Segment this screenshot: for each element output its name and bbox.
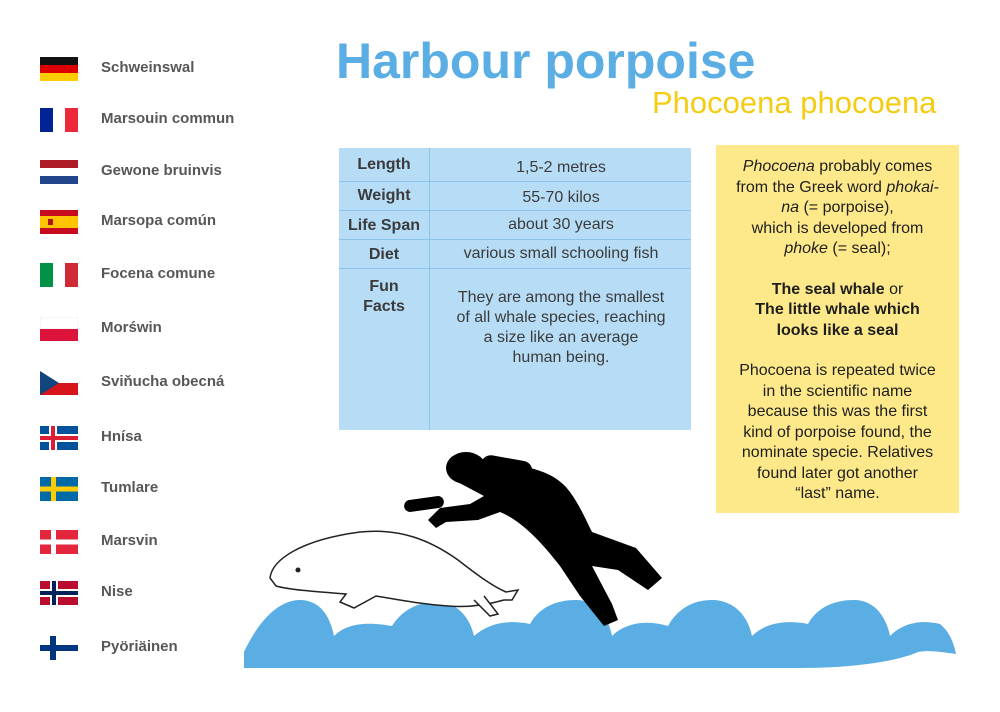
language-name: Pyöriäinen — [101, 638, 178, 655]
language-item-swedish — [40, 477, 300, 503]
fact-value-diet: various small schooling fish — [463, 245, 659, 262]
language-item-german — [40, 57, 300, 83]
fact-value-length: 1,5-2 metres — [516, 159, 606, 176]
fact-value-fun-facts: They are among the smallest of all whale species, reaching a size like an average human being. — [456, 289, 666, 366]
language-item-finnish — [40, 636, 300, 662]
fact-value-lifespan: about 30 years — [508, 216, 614, 233]
language-item-french — [40, 108, 300, 134]
scientific-name: Phocoena phocoena — [652, 85, 937, 120]
sweden-flag-icon — [40, 477, 78, 501]
france-flag-icon — [40, 108, 78, 132]
italy-flag-icon — [40, 263, 78, 287]
czech-flag-icon — [40, 371, 78, 395]
germany-flag-icon — [40, 57, 78, 81]
fact-label-fun-facts: Fun Facts — [363, 278, 405, 315]
finland-flag-icon — [40, 636, 78, 660]
fact-label-length: Length — [357, 156, 411, 173]
language-name: Nise — [101, 583, 133, 600]
language-item-italian — [40, 263, 300, 289]
denmark-flag-icon — [40, 530, 78, 554]
language-name: Schweinswal — [101, 59, 195, 76]
language-item-icelandic — [40, 426, 300, 452]
fact-label-lifespan: Life Span — [347, 217, 420, 234]
language-name: Gewone bruinvis — [101, 162, 222, 179]
netherlands-flag-icon — [40, 160, 78, 184]
spain-flag-icon — [40, 210, 78, 234]
language-name: Marsopa común — [101, 212, 217, 229]
language-name: Marsvin — [101, 532, 158, 549]
language-item-czech — [40, 371, 300, 397]
page-title: Harbour porpoise — [336, 33, 756, 89]
fact-value-weight: 55-70 kilos — [522, 189, 600, 206]
iceland-flag-icon — [40, 426, 78, 450]
language-item-danish — [40, 530, 300, 556]
fact-label-diet: Diet — [368, 246, 400, 263]
poland-flag-icon — [40, 317, 78, 341]
language-item-dutch — [40, 160, 300, 186]
language-name: Marsouin commun — [101, 110, 235, 127]
language-name: Tumlare — [101, 479, 159, 496]
language-item-norwegian — [40, 581, 300, 607]
fact-label-weight: Weight — [357, 187, 411, 204]
etymology-note: Phocoena probably comes from the Greek word phokai- na (= porpoise), which is developed from phoke (= seal); The seal whale or The little whale which looks like a seal Phocoena is repeated twice in the scientific name because this was the first kind of porpoise found, the nominate specie. Relatives found later got another “last” name. — [716, 145, 959, 513]
language-name: Focena comune — [101, 265, 216, 282]
norway-flag-icon — [40, 581, 78, 605]
language-name: Hnísa — [101, 428, 142, 445]
language-name: Sviňucha obecná — [101, 373, 225, 390]
language-name: Morświn — [101, 319, 162, 336]
language-item-spanish — [40, 210, 300, 236]
language-item-polish — [40, 317, 300, 343]
facts-table — [339, 148, 691, 430]
